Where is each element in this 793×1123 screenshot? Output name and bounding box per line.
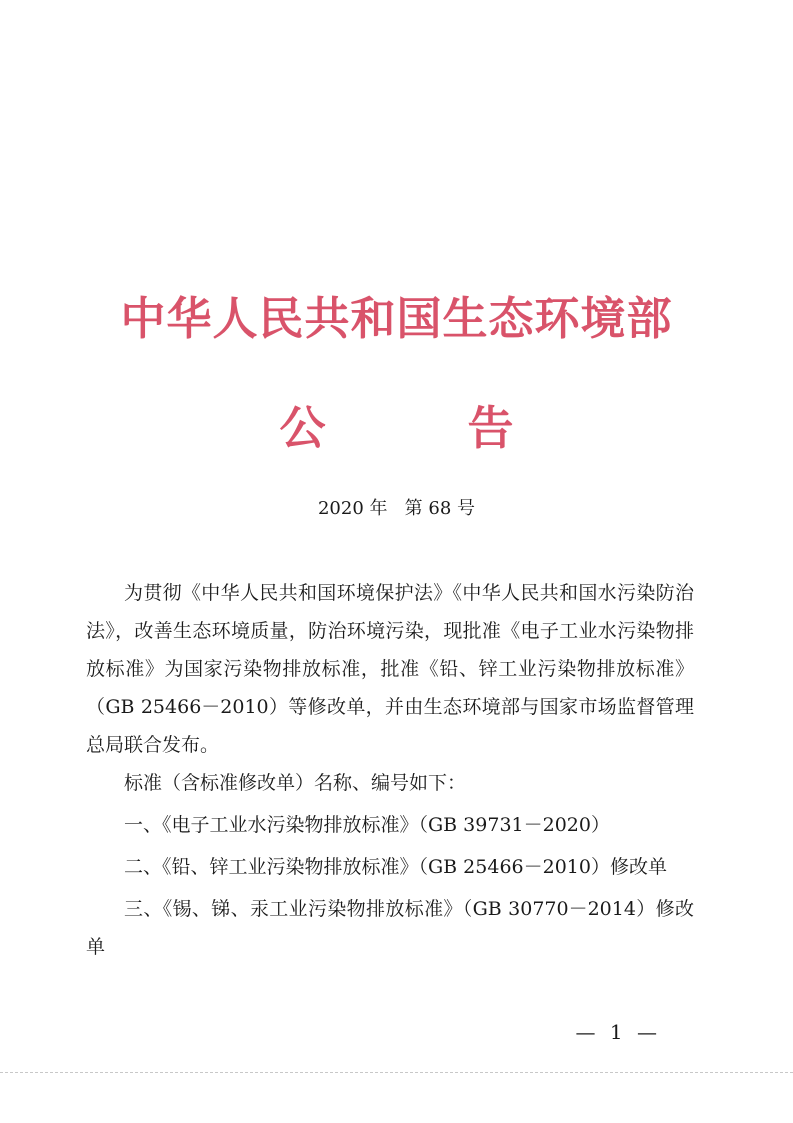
document-type-char-left: 公: [279, 401, 326, 455]
document-type-char-right: 告: [467, 401, 514, 455]
page-number: — 1 —: [575, 1020, 661, 1044]
scan-edge-divider: [0, 1072, 793, 1073]
standard-item-2: 二、《铅、锌工业污染物排放标准》（GB 25466－2010）修改单: [124, 856, 667, 878]
standards-list-heading: 标准（含标准修改单）名称、编号如下：: [124, 772, 467, 794]
issuing-agency-title: 中华人民共和国生态环境部: [120, 292, 673, 345]
intro-paragraph: 为贯彻《中华人民共和国环境保护法》《中华人民共和国水污染防治法》，改善生态环境质量，防治环境污染，现批准《电子工业水污染物排放标准》为国家污染物排放标准，批准《铅、锌工业污染物排放标准》（GB 25466－2010）等修改单，并由生态环境部与国家市场监督管理总局联合发布。: [86, 582, 694, 756]
standard-item-3: 三、《锡、锑、汞工业污染物排放标准》（GB 30770－2014）修改单: [86, 898, 694, 958]
document-number: 2020 年 第 68 号: [317, 498, 476, 519]
standard-item-1: 一、《电子工业水污染物排放标准》（GB 39731－2020）: [124, 814, 610, 836]
announcement-body: [86, 574, 694, 966]
document-type-heading: [0, 392, 793, 458]
